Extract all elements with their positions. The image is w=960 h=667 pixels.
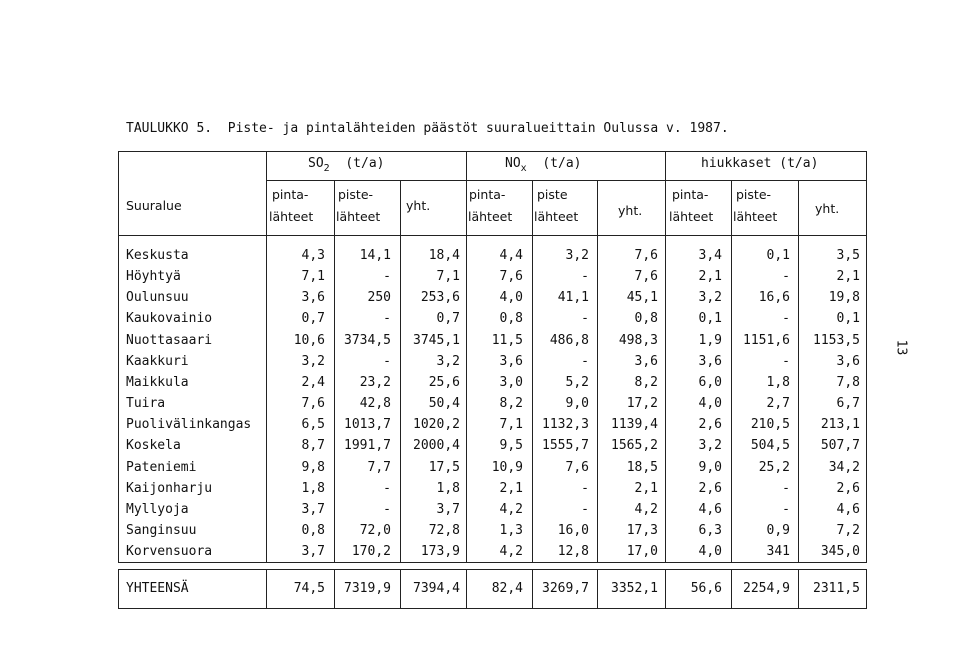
table-cell: 3,2: [698, 290, 722, 305]
lahteet-header: lähteet: [269, 209, 314, 224]
table-cell: 9,5: [499, 438, 523, 453]
lahteet-header: lähteet: [468, 209, 513, 224]
table-cell: 4,4: [499, 248, 523, 263]
table-cell: 3,6: [499, 354, 523, 369]
pinta-header: pinta-: [272, 187, 309, 202]
yht-header: yht.: [618, 203, 643, 218]
table-cell: 0,9: [766, 523, 790, 538]
table-cell: 16,0: [557, 523, 589, 538]
table-cell: 4,0: [499, 290, 523, 305]
table-cell: 6,7: [836, 396, 860, 411]
table-cell: 18,4: [428, 248, 460, 263]
table-cell: 1555,7: [542, 438, 589, 453]
pinta-header: pinta-: [469, 187, 506, 202]
table-cell: 7,6: [634, 269, 658, 284]
lahteet-header: lähteet: [534, 209, 579, 224]
table-cell: 1151,6: [743, 333, 790, 348]
table-cell: 0,1: [698, 311, 722, 326]
table-cell: 2,1: [836, 269, 860, 284]
row-label: Höyhtyä: [126, 269, 181, 284]
table-cell: 1565,2: [611, 438, 658, 453]
table-cell: 4,3: [301, 248, 325, 263]
lahteet-header: lähteet: [733, 209, 778, 224]
table-cell: 3,2: [436, 354, 460, 369]
piste-header: piste: [537, 187, 568, 202]
row-label: Keskusta: [126, 248, 189, 263]
piste-header: piste-: [338, 187, 374, 202]
table-cell: 1,8: [436, 481, 460, 496]
table-cell: 7,1: [301, 269, 325, 284]
table-cell: -: [782, 311, 790, 326]
table-cell: 50,4: [428, 396, 460, 411]
header-divider: [266, 180, 867, 181]
table-cell: 56,6: [690, 581, 722, 596]
table-cell: 2,7: [766, 396, 790, 411]
row-label: Nuottasaari: [126, 333, 213, 348]
table-cell: 1991,7: [344, 438, 391, 453]
table-cell: 2254,9: [743, 581, 790, 596]
table-cell: 25,6: [428, 375, 460, 390]
table-cell: 2,6: [698, 417, 722, 432]
table-cell: 8,7: [301, 438, 325, 453]
row-label: Maikkula: [126, 375, 189, 390]
table-cell: 213,1: [820, 417, 860, 432]
yht-header: yht.: [406, 198, 431, 213]
table-cell: 16,6: [758, 290, 790, 305]
table-cell: 41,1: [557, 290, 589, 305]
table-cell: 1,8: [766, 375, 790, 390]
table-cell: 45,1: [626, 290, 658, 305]
table-cell: 1139,4: [611, 417, 658, 432]
row-label: Oulunsuu: [126, 290, 189, 305]
table-cell: 345,0: [820, 544, 860, 559]
table-cell: 486,8: [549, 333, 589, 348]
table-cell: 8,2: [634, 375, 658, 390]
table-cell: 3,0: [499, 375, 523, 390]
nox-group-header: $NO_x$ (t/a): [505, 156, 582, 174]
table-cell: 4,0: [698, 544, 722, 559]
table-cell: 2,6: [698, 481, 722, 496]
table-cell: 7319,9: [344, 581, 391, 596]
row-label: Sanginsuu: [126, 523, 197, 538]
table-cell: 0,8: [634, 311, 658, 326]
table-cell: 507,7: [820, 438, 860, 453]
table-cell: 3,6: [698, 354, 722, 369]
table-cell: 7394,4: [413, 581, 460, 596]
table-cell: -: [383, 481, 391, 496]
table-cell: 3,7: [436, 502, 460, 517]
table-cell: 6,5: [301, 417, 325, 432]
row-label: Pateniemi: [126, 460, 197, 475]
table-cell: 7,6: [565, 460, 589, 475]
table-cell: -: [782, 481, 790, 496]
table-cell: 7,6: [301, 396, 325, 411]
table-cell: 2,1: [499, 481, 523, 496]
row-label: Kaijonharju: [126, 481, 213, 496]
table-cell: 0,1: [766, 248, 790, 263]
table-cell: 4,2: [499, 502, 523, 517]
table-cell: 3,2: [301, 354, 325, 369]
table-cell: 9,8: [301, 460, 325, 475]
table-cell: 3,6: [634, 354, 658, 369]
table-cell: 504,5: [750, 438, 790, 453]
table-cell: 3734,5: [344, 333, 391, 348]
table-cell: 498,3: [618, 333, 658, 348]
table-cell: 1132,3: [542, 417, 589, 432]
table-cell: 7,1: [436, 269, 460, 284]
table-cell: -: [383, 354, 391, 369]
table-cell: 25,2: [758, 460, 790, 475]
table-cell: 82,4: [491, 581, 523, 596]
table-cell: 72,8: [428, 523, 460, 538]
row-label: Koskela: [126, 438, 181, 453]
yht-header: yht.: [815, 201, 840, 216]
table-cell: -: [782, 354, 790, 369]
table-cell: 4,0: [698, 396, 722, 411]
table-cell: -: [581, 311, 589, 326]
table-cell: 173,9: [420, 544, 460, 559]
table-cell: 170,2: [351, 544, 391, 559]
table-cell: 6,3: [698, 523, 722, 538]
page-number: 13: [893, 339, 909, 356]
row-label: Myllyoja: [126, 502, 189, 517]
table-cell: 3,7: [301, 544, 325, 559]
table-cell: 3,6: [301, 290, 325, 305]
row-label: Kaakkuri: [126, 354, 189, 369]
header-bottom-line: [118, 235, 867, 236]
so2-group-header: $SO_2$ (t/a): [308, 156, 385, 174]
row-label: YHTEENSÄ: [126, 581, 189, 596]
table-cell: 1153,5: [813, 333, 860, 348]
table-cell: -: [383, 269, 391, 284]
table-cell: 10,6: [293, 333, 325, 348]
table-cell: 9,0: [565, 396, 589, 411]
table-cell: 3,5: [836, 248, 860, 263]
table-cell: 4,6: [698, 502, 722, 517]
table-cell: 11,5: [491, 333, 523, 348]
table-cell: 10,9: [491, 460, 523, 475]
row-label: Tuira: [126, 396, 166, 411]
table-cell: 17,2: [626, 396, 658, 411]
table-cell: 18,5: [626, 460, 658, 475]
table-cell: 74,5: [293, 581, 325, 596]
table-cell: 341: [766, 544, 790, 559]
pinta-header: pinta-: [672, 187, 709, 202]
row-label: Kaukovainio: [126, 311, 213, 326]
table-cell: 1,9: [698, 333, 722, 348]
table-cell: 72,0: [359, 523, 391, 538]
lahteet-header: lähteet: [336, 209, 381, 224]
suuralue-header: Suuralue: [126, 198, 182, 213]
table-cell: 2,4: [301, 375, 325, 390]
table-cell: 12,8: [557, 544, 589, 559]
table-cell: 253,6: [420, 290, 460, 305]
table-cell: 3352,1: [611, 581, 658, 596]
table-cell: 3,7: [301, 502, 325, 517]
table-cell: 3,2: [698, 438, 722, 453]
table-cell: 17,3: [626, 523, 658, 538]
table-cell: 9,0: [698, 460, 722, 475]
table-cell: 2,6: [836, 481, 860, 496]
row-label: Puolivälinkangas: [126, 417, 252, 432]
table-cell: -: [581, 269, 589, 284]
table-caption: TAULUKKO 5. Piste- ja pintalähteiden päästöt suuralueittain Oulussa v. 1987.: [126, 121, 729, 136]
table-cell: 7,6: [499, 269, 523, 284]
table-cell: 1013,7: [344, 417, 391, 432]
table-cell: 0,1: [836, 311, 860, 326]
table-cell: 42,8: [359, 396, 391, 411]
table-cell: 23,2: [359, 375, 391, 390]
table-cell: 4,2: [499, 544, 523, 559]
table-cell: 4,6: [836, 502, 860, 517]
table-cell: 34,2: [828, 460, 860, 475]
table-cell: 7,2: [836, 523, 860, 538]
table-cell: 7,8: [836, 375, 860, 390]
table-cell: 1,3: [499, 523, 523, 538]
table-cell: 210,5: [750, 417, 790, 432]
table-cell: 6,0: [698, 375, 722, 390]
table-cell: 2,1: [634, 481, 658, 496]
table-cell: 1,8: [301, 481, 325, 496]
table-cell: -: [782, 502, 790, 517]
table-cell: -: [581, 502, 589, 517]
table-cell: -: [383, 311, 391, 326]
table-cell: 8,2: [499, 396, 523, 411]
table-cell: 17,5: [428, 460, 460, 475]
lahteet-header: lähteet: [669, 209, 714, 224]
row-label: Korvensuora: [126, 544, 213, 559]
table-cell: 250: [367, 290, 391, 305]
table-cell: 5,2: [565, 375, 589, 390]
table-cell: 2311,5: [813, 581, 860, 596]
table-cell: 0,7: [301, 311, 325, 326]
table-cell: 19,8: [828, 290, 860, 305]
table-cell: -: [383, 502, 391, 517]
table-cell: 3,4: [698, 248, 722, 263]
table-cell: 7,6: [634, 248, 658, 263]
table-cell: -: [581, 481, 589, 496]
table-cell: 3269,7: [542, 581, 589, 596]
piste-header: piste-: [736, 187, 772, 202]
hiukkaset-group-header: hiukkaset (t/a): [701, 156, 819, 171]
table-cell: 1020,2: [413, 417, 460, 432]
table-cell: 17,0: [626, 544, 658, 559]
table-cell: 2000,4: [413, 438, 460, 453]
table-cell: 3,2: [565, 248, 589, 263]
table-cell: 14,1: [359, 248, 391, 263]
table-cell: -: [581, 354, 589, 369]
table-cell: 2,1: [698, 269, 722, 284]
table-cell: 7,1: [499, 417, 523, 432]
table-cell: 0,7: [436, 311, 460, 326]
table-cell: 3,6: [836, 354, 860, 369]
table-cell: 0,8: [499, 311, 523, 326]
table-cell: 7,7: [367, 460, 391, 475]
table-cell: 0,8: [301, 523, 325, 538]
table-cell: 3745,1: [413, 333, 460, 348]
table-cell: -: [782, 269, 790, 284]
table-cell: 4,2: [634, 502, 658, 517]
